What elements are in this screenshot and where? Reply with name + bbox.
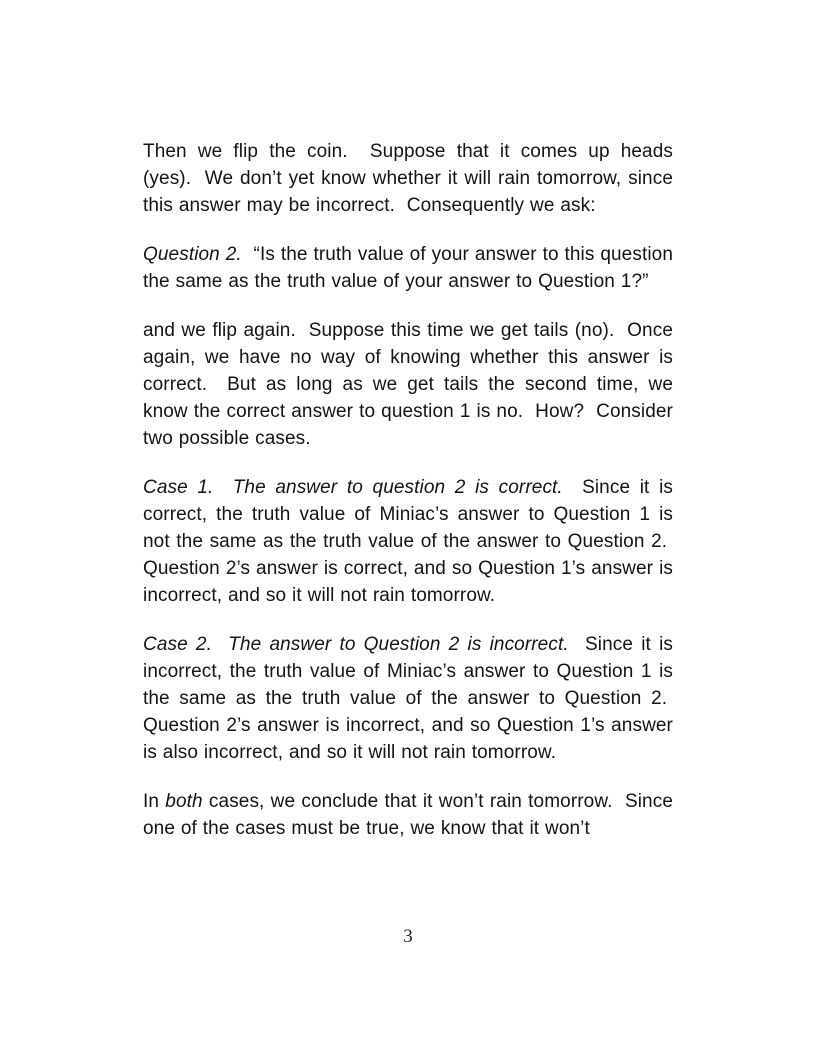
emphasis-text: Case 1. The answer to question 2 is correct.	[143, 477, 563, 498]
paragraph-1	[143, 138, 673, 219]
paragraph-2	[143, 241, 673, 295]
paragraph-3	[143, 317, 673, 452]
emphasis-text: both	[165, 791, 203, 812]
body-text: Since it is incorrect, the truth value of Miniac’s answer to Question 1 is the same as the truth value of the answer to Question 2. Question 2’s answer is incorrect, and so Question 1’s answer is also incorrect, and so it will not rain tomorrow.	[143, 634, 673, 763]
body-text: Since it is correct, the truth value of Miniac’s answer to Question 1 is not the same as the truth value of the answer to Question 2. Question 2’s answer is correct, and so Question 1’s answer is incorrect, and so it will not rain tomorrow.	[143, 477, 673, 606]
paragraph-6	[143, 788, 673, 842]
body-text: and we flip again. Suppose this time we get tails (no). Once again, we have no way of knowing whether this answer is correct. But as long as we get tails the second time, we know the correct answer to question 1 is no. How? Consider two possible cases.	[143, 320, 673, 449]
body-text: cases, we conclude that it won’t rain tomorrow. Since one of the cases must be true, we know that it won’t	[143, 791, 673, 839]
body-text: In	[143, 791, 166, 812]
body-text: “Is the truth value of your answer to this question the same as the truth value of your answer to Question 1?”	[143, 244, 673, 292]
text-column	[143, 138, 673, 864]
paragraph-4	[143, 474, 673, 609]
emphasis-text: Case 2. The answer to Question 2 is incorrect.	[143, 634, 569, 655]
body-text: Then we flip the coin. Suppose that it comes up heads (yes). We don’t yet know whether it will rain tomorrow, since this answer may be incorrect. Consequently we ask:	[143, 141, 673, 216]
paragraph-5	[143, 631, 673, 766]
emphasis-text: Question 2.	[143, 244, 242, 265]
page-number: 3	[403, 926, 413, 947]
